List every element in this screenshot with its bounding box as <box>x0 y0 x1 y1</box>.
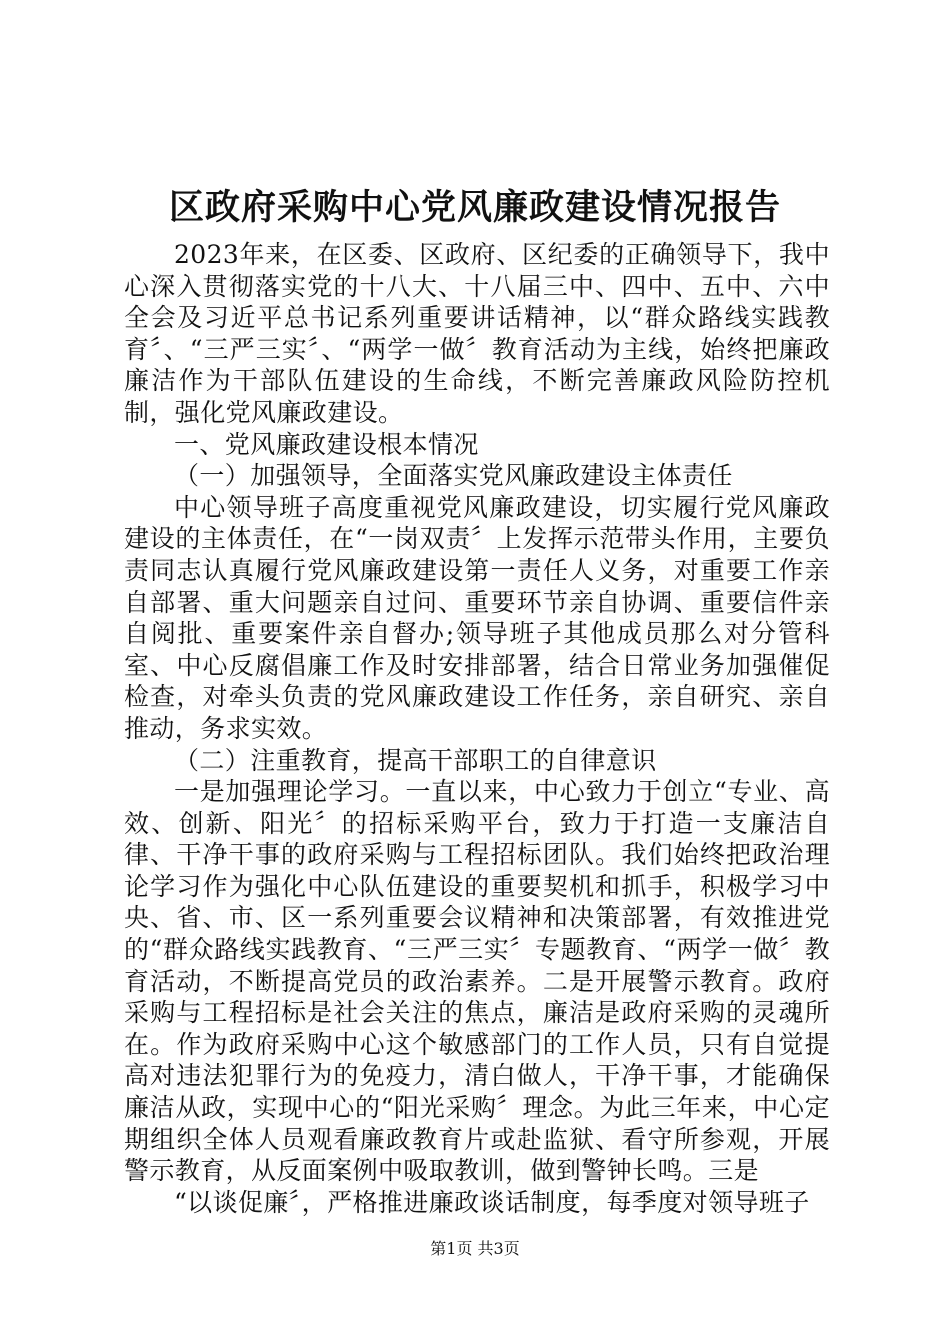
paragraph-talks: “以谈促廉〞，严格推进廉政谈话制度，每季度对领导班子 <box>174 1187 810 1217</box>
document-title: 区政府采购中心党风廉政建设情况报告 <box>168 187 781 228</box>
paragraph-education: 一是加强理论学习。一直以来，中心致力于创立“专业、高效、创新、阳光〞的招标采购平台，致力于打造一支廉洁自律、干净干事的政府采购与工程招标团队。我们始终把政治理论学习作为强化中心队伍建设的重要契机和抓手，积极学习中央、省、市、区一系列重要会议精神和决策部署，有效推进党的“群众路线实践教育、“三严三实〞专题教育、“两学一做〞教育活动，不断提高党员的政治素养。二是开展警示教育。政府采购与工程招标是社会关注的焦点，廉洁是政府采购的灵魂所在。作为政府采购中心这个敏感部门的工作人员，只有自觉提高对违法犯罪行为的免疫力，清白做人，干净干事，才能确保廉洁从政，实现中心的“阳光采购〞理念。为此三年来，中心定期组织全体人员观看廉政教育片或赴监狱、看守所参观，开展警示教育，从反面案例中吸取教训，做到警钟长鸣。三是 <box>124 777 830 1186</box>
page-footer: 第1页 共3页 <box>430 1239 520 1258</box>
subsection-heading-2: （二）注重教育，提高干部职工的自律意识 <box>174 745 657 775</box>
subsection-heading-1: （一）加强领导，全面落实党风廉政建设主体责任 <box>174 461 733 491</box>
document-body <box>124 239 830 1218</box>
paragraph-intro: 2023年来，在区委、区政府、区纪委的正确领导下，我中心深入贯彻落实党的十八大、十八届三中、四中、五中、六中全会及习近平总书记系列重要讲话精神，以“群众路线实践教育〞、“三严三实〞、“两学一做〞教育活动为主线，始终把廉政廉洁作为干部队伍建设的生命线，不断完善廉政风险防控机制，强化党风廉政建设。 <box>124 240 830 427</box>
section-heading-1: 一、党风廉政建设根本情况 <box>174 429 479 459</box>
paragraph-leadership: 中心领导班子高度重视党风廉政建设，切实履行党风廉政建设的主体责任，在“一岗双责〞上发挥示范带头作用，主要负责同志认真履行党风廉政建设第一责任人义务，对重要工作亲自部署、重大问题亲自过问、重要环节亲自协调、重要信件亲自阅批、重要案件亲自督办;领导班子其他成员那么对分管科室、中心反腐倡廉工作及时安排部署，结合日常业务加强催促检查，对牵头负责的党风廉政建设工作任务，亲自研究、亲自推动，务求实效。 <box>124 492 830 743</box>
